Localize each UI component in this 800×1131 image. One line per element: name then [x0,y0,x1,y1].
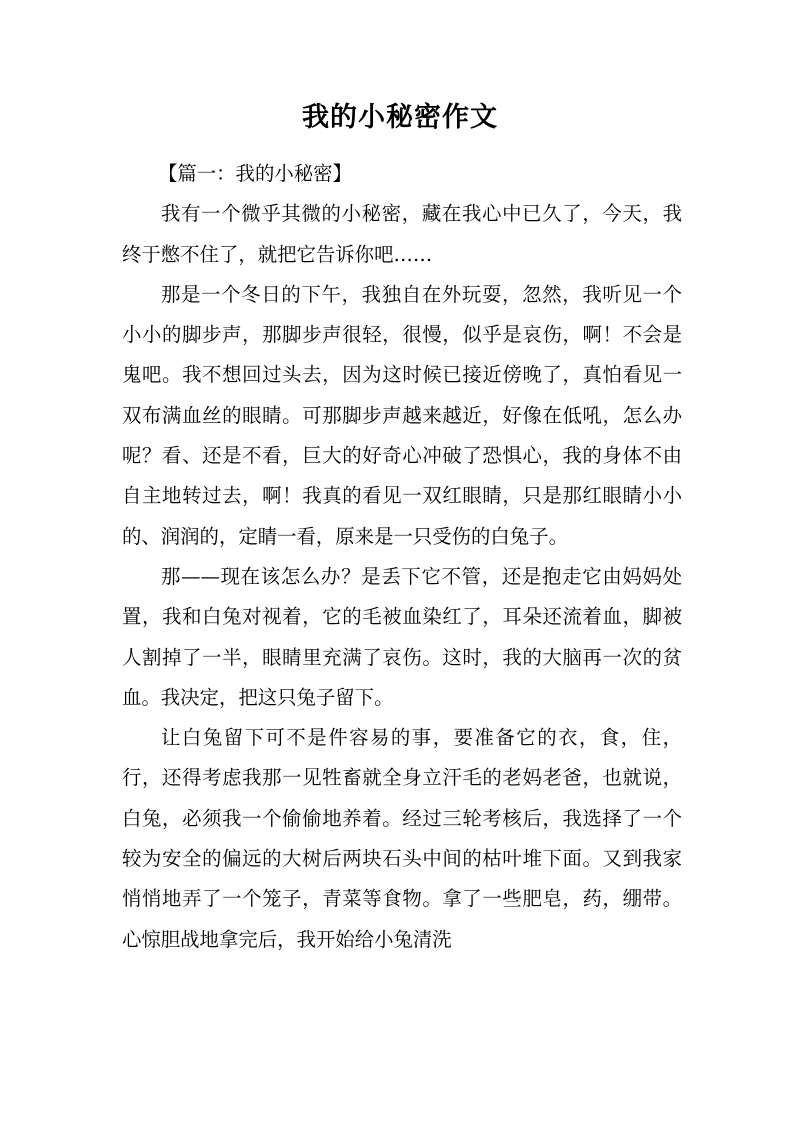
paragraph-3: 那——现在该怎么办？是丢下它不管，还是抱走它由妈妈处置，我和白兔对视着，它的毛被血染红了，耳朵还流着血，脚被人割掉了一半，眼睛里充满了哀伤。这时，我的大脑再一次的贫血。我决定，把这只兔子留下。 [122,564,682,709]
paragraph-2: 那是一个冬日的下午，我独自在外玩耍，忽然，我听见一个小小的脚步声，那脚步声很轻，很慢，似乎是哀伤，啊！不会是鬼吧。我不想回过头去，因为这时候已接近傍晚了，真怕看见一双布满血丝的眼睛。可那脚步声越来越近，好像在低吼，怎么办呢？看、还是不看，巨大的好奇心冲破了恐惧心，我的身体不由自主地转过去，啊！我真的看见一双红眼睛，只是那红眼睛小小的、润润的，定睛一看，原来是一只受伤的白兔子。 [122,282,682,548]
paragraph-1: 我有一个微乎其微的小秘密，藏在我心中已久了，今天，我终于憋不住了，就把它告诉你吧…… [122,202,682,266]
document-title: 我的小秘密作文 [302,102,498,133]
paragraph-4: 让白兔留下可不是件容易的事，要准备它的衣，食，住，行，还得考虑我那一见牲畜就全身立汗毛的老妈老爸，也就说，白兔，必须我一个偷偷地养着。经过三轮考核后，我选择了一个较为安全的偏远的大树后两块石头中间的枯叶堆下面。又到我家悄悄地弄了一个笼子，青菜等食物。拿了一些肥皂，药，绷带。心惊胆战地拿完后，我开始给小兔清洗 [122,726,682,951]
section-heading: 【篇一：我的小秘密】 [158,162,352,185]
document-body [122,154,682,960]
